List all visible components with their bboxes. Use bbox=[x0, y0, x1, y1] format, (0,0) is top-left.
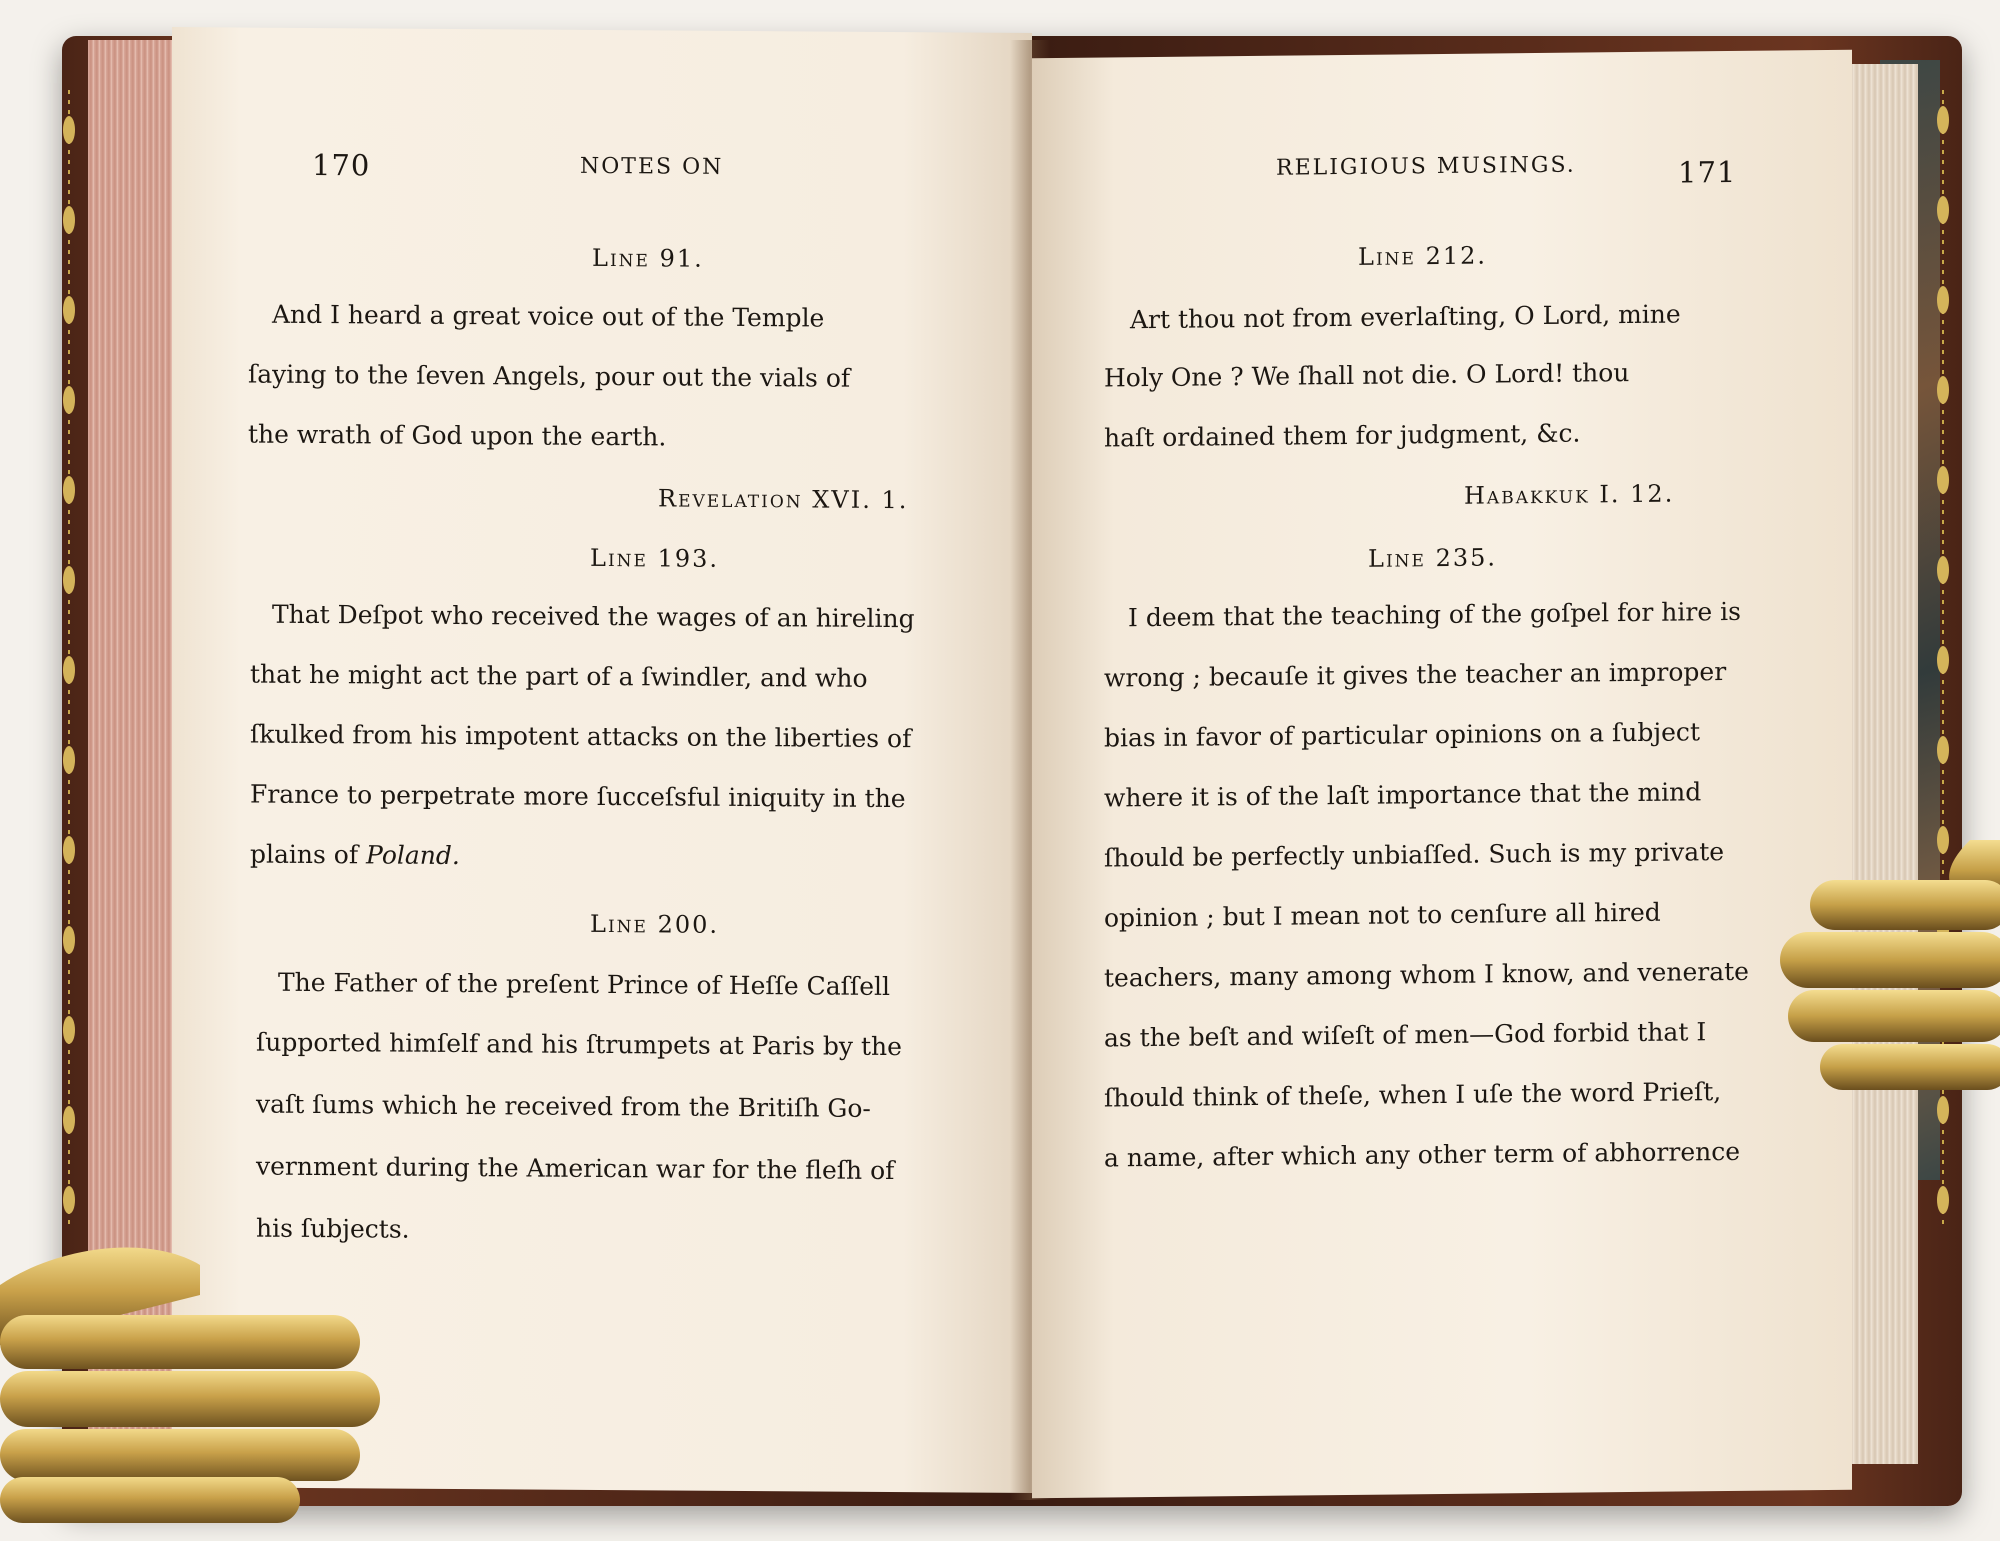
text-fragment: plains of bbox=[250, 839, 359, 870]
text-line: haſt ordained them for judgment, &c. bbox=[1104, 418, 1581, 453]
text-line: ſaying to the ſeven Angels, pour out the vials of bbox=[248, 359, 851, 393]
section-heading: Line 235. bbox=[1368, 543, 1498, 573]
citation: Habakkuk I. 12. bbox=[1464, 479, 1675, 510]
text-line: vernment during the American war for the fleſh of bbox=[256, 1151, 895, 1186]
text-line: ſupported himſelf and his ſtrumpets at Paris by the bbox=[256, 1027, 902, 1062]
italic-place-name: Poland. bbox=[366, 840, 460, 871]
brass-hand-weight-left bbox=[0, 1225, 400, 1525]
page-edges-right bbox=[1848, 64, 1918, 1464]
section-heading: Line 212. bbox=[1358, 241, 1488, 271]
text-line: wrong ; becauſe it gives the teacher an improper bbox=[1104, 657, 1727, 693]
citation: Revelation XVI. 1. bbox=[658, 484, 909, 515]
text-line: And I heard a great voice out of the Temple bbox=[272, 299, 825, 333]
text-line: That Deſpot who received the wages of an hireling bbox=[272, 599, 915, 634]
gilt-tooling-left bbox=[58, 90, 80, 1230]
text-line: I deem that the teaching of the goſpel for hire is bbox=[1128, 596, 1741, 633]
page-number: 171 bbox=[1678, 154, 1737, 190]
text-line: Holy One ? We ſhall not die. O Lord! thou bbox=[1104, 358, 1630, 393]
text-line: ſhould be perfectly unbiaſſed. Such is my private bbox=[1104, 837, 1725, 873]
running-head: NOTES ON bbox=[580, 153, 724, 180]
text-line: vaſt ſums which he received from the Britiſh Go- bbox=[256, 1089, 871, 1123]
section-heading: Line 200. bbox=[590, 909, 720, 939]
brass-hand-weight-right bbox=[1770, 840, 2000, 1100]
section-heading: Line 91. bbox=[592, 243, 704, 273]
text-line: opinion ; but I mean not to cenſure all hired bbox=[1104, 897, 1661, 933]
text-line: the wrath of God upon the earth. bbox=[248, 419, 667, 452]
text-line: as the beſt and wiſeſt of men—God forbid that I bbox=[1104, 1017, 1707, 1053]
text-line: where it is of the laſt importance that the mind bbox=[1104, 777, 1702, 813]
section-heading: Line 193. bbox=[590, 543, 720, 573]
text-line bbox=[250, 840, 460, 870]
text-line: Art thou not from everlaſting, O Lord, mine bbox=[1130, 299, 1681, 335]
text-line: a name, after which any other term of abhorrence bbox=[1104, 1136, 1741, 1173]
text-line: ſhould think of theſe, when I uſe the word Prieſt, bbox=[1104, 1077, 1722, 1113]
running-head: RELIGIOUS MUSINGS. bbox=[1276, 152, 1576, 181]
text-line: France to perpetrate more ſucceſsful iniquity in the bbox=[250, 779, 906, 814]
right-page bbox=[1032, 50, 1852, 1499]
text-line: teachers, many among whom I know, and venerate bbox=[1104, 956, 1749, 993]
page-number: 170 bbox=[312, 147, 371, 183]
text-line: that he might act the part of a ſwindler, and who bbox=[250, 659, 868, 693]
text-line: bias in favor of particular opinions on a ſubject bbox=[1104, 717, 1700, 753]
text-line: The Father of the preſent Prince of Heſſe Caſſell bbox=[278, 967, 890, 1002]
text-line: ſkulked from his impotent attacks on the liberties of bbox=[250, 719, 912, 754]
text-line: his ſubjects. bbox=[256, 1213, 410, 1244]
